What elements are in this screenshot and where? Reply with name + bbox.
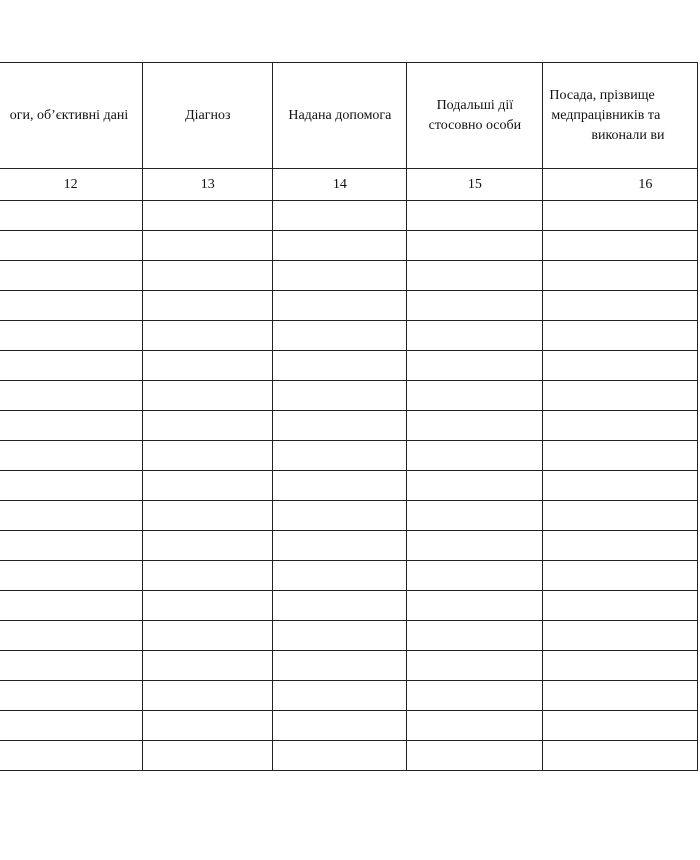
table-row xyxy=(0,651,698,681)
table-cell xyxy=(543,261,698,291)
header-label-line: Подальші дії xyxy=(436,97,514,113)
table-cell xyxy=(407,651,543,681)
table-cell xyxy=(543,711,698,741)
table-cell xyxy=(143,321,273,351)
table-cell xyxy=(407,291,543,321)
table-cell xyxy=(0,561,143,591)
header-further-actions xyxy=(407,63,543,169)
table-row xyxy=(0,231,698,261)
table-cell xyxy=(0,441,143,471)
table-cell xyxy=(143,681,273,711)
header-label-line: медпрацівників та xyxy=(551,107,661,123)
table-cell xyxy=(407,561,543,591)
table-row xyxy=(0,441,698,471)
table-cell xyxy=(543,741,698,771)
table-cell xyxy=(273,321,407,351)
header-label: оги, об’єктивні дані xyxy=(9,107,129,123)
table-cell xyxy=(543,531,698,561)
header-diagnosis xyxy=(143,63,273,169)
table-cell xyxy=(143,351,273,381)
table-cell xyxy=(543,651,698,681)
table-cell xyxy=(273,711,407,741)
column-number: 12 xyxy=(0,169,143,201)
table-cell xyxy=(273,381,407,411)
table-cell xyxy=(143,531,273,561)
table-cell xyxy=(543,381,698,411)
table-row xyxy=(0,561,698,591)
table-cell xyxy=(273,681,407,711)
table-cell xyxy=(0,261,143,291)
table-cell xyxy=(407,591,543,621)
table-cell xyxy=(543,471,698,501)
column-number: 15 xyxy=(407,169,543,201)
table-cell xyxy=(143,561,273,591)
table-cell xyxy=(407,441,543,471)
table-cell xyxy=(273,501,407,531)
table-cell xyxy=(407,471,543,501)
table-row xyxy=(0,261,698,291)
table-cell xyxy=(0,621,143,651)
table-cell xyxy=(407,531,543,561)
table-cell xyxy=(407,231,543,261)
header-label: Надана допомога xyxy=(288,107,392,123)
table-row xyxy=(0,501,698,531)
table-cell xyxy=(273,201,407,231)
table-row xyxy=(0,471,698,501)
table-cell xyxy=(143,291,273,321)
column-number-row xyxy=(0,169,698,201)
table-cell xyxy=(0,651,143,681)
table-cell xyxy=(273,591,407,621)
table-cell xyxy=(407,501,543,531)
table-cell xyxy=(273,231,407,261)
register-table xyxy=(0,62,698,771)
table-cell xyxy=(273,651,407,681)
table-cell xyxy=(407,351,543,381)
column-number: 14 xyxy=(273,169,407,201)
table-cell xyxy=(273,441,407,471)
table-row xyxy=(0,381,698,411)
table-cell xyxy=(0,681,143,711)
header-label-line: стосовно особи xyxy=(428,117,522,133)
table-cell xyxy=(0,231,143,261)
table-row xyxy=(0,351,698,381)
table-cell xyxy=(0,501,143,531)
table-row xyxy=(0,681,698,711)
table-cell xyxy=(273,471,407,501)
table-cell xyxy=(407,681,543,711)
table-cell xyxy=(273,291,407,321)
table-row xyxy=(0,291,698,321)
table-cell xyxy=(0,741,143,771)
table-cell xyxy=(543,201,698,231)
table-cell xyxy=(143,231,273,261)
table-cell xyxy=(143,381,273,411)
table-cell xyxy=(143,441,273,471)
table-cell xyxy=(407,411,543,441)
table-cell xyxy=(543,321,698,351)
table-cell xyxy=(543,591,698,621)
table-cell xyxy=(0,351,143,381)
table-cell xyxy=(273,621,407,651)
header-label-line: Посада, прізвище xyxy=(549,87,655,103)
table-cell xyxy=(543,231,698,261)
table-cell xyxy=(407,711,543,741)
table-row xyxy=(0,741,698,771)
table-cell xyxy=(143,591,273,621)
table-cell xyxy=(143,711,273,741)
table-cell xyxy=(143,651,273,681)
table-cell xyxy=(143,471,273,501)
table-cell xyxy=(543,501,698,531)
table-row xyxy=(0,621,698,651)
table-cell xyxy=(407,621,543,651)
column-number: 13 xyxy=(143,169,273,201)
table-cell xyxy=(407,201,543,231)
table-cell xyxy=(543,621,698,651)
table-cell xyxy=(0,711,143,741)
table-cell xyxy=(543,411,698,441)
table-cell xyxy=(543,441,698,471)
table-cell xyxy=(407,381,543,411)
table-cell xyxy=(0,201,143,231)
column-number: 16 xyxy=(543,169,698,201)
table-cell xyxy=(143,501,273,531)
table-cell xyxy=(0,531,143,561)
header-help-provided xyxy=(273,63,407,169)
table-row xyxy=(0,591,698,621)
table-cell xyxy=(273,261,407,291)
table-cell xyxy=(543,351,698,381)
table-cell xyxy=(407,321,543,351)
table-cell xyxy=(273,531,407,561)
header-complaints-objective xyxy=(0,63,143,169)
table-row xyxy=(0,321,698,351)
table-row xyxy=(0,531,698,561)
table-cell xyxy=(0,591,143,621)
table-row xyxy=(0,711,698,741)
header-row xyxy=(0,63,698,169)
table-cell xyxy=(0,381,143,411)
table-cell xyxy=(143,201,273,231)
table-cell xyxy=(143,621,273,651)
table-row xyxy=(0,411,698,441)
table-cell xyxy=(143,411,273,441)
table-row xyxy=(0,201,698,231)
table-cell xyxy=(543,291,698,321)
table-cell xyxy=(0,471,143,501)
table-cell xyxy=(0,291,143,321)
table-cell xyxy=(543,561,698,591)
table-cell xyxy=(273,561,407,591)
table-cell xyxy=(143,261,273,291)
table-cell xyxy=(543,681,698,711)
table-cell xyxy=(407,261,543,291)
header-label-line: виконали ви xyxy=(591,127,665,143)
table-cell xyxy=(273,411,407,441)
table-cell xyxy=(273,741,407,771)
table-cell xyxy=(0,321,143,351)
table-cell xyxy=(407,741,543,771)
table-cell xyxy=(273,351,407,381)
table-cell xyxy=(143,741,273,771)
table-cell xyxy=(0,411,143,441)
header-staff-position xyxy=(543,63,698,169)
header-label: Діагноз xyxy=(185,107,231,123)
